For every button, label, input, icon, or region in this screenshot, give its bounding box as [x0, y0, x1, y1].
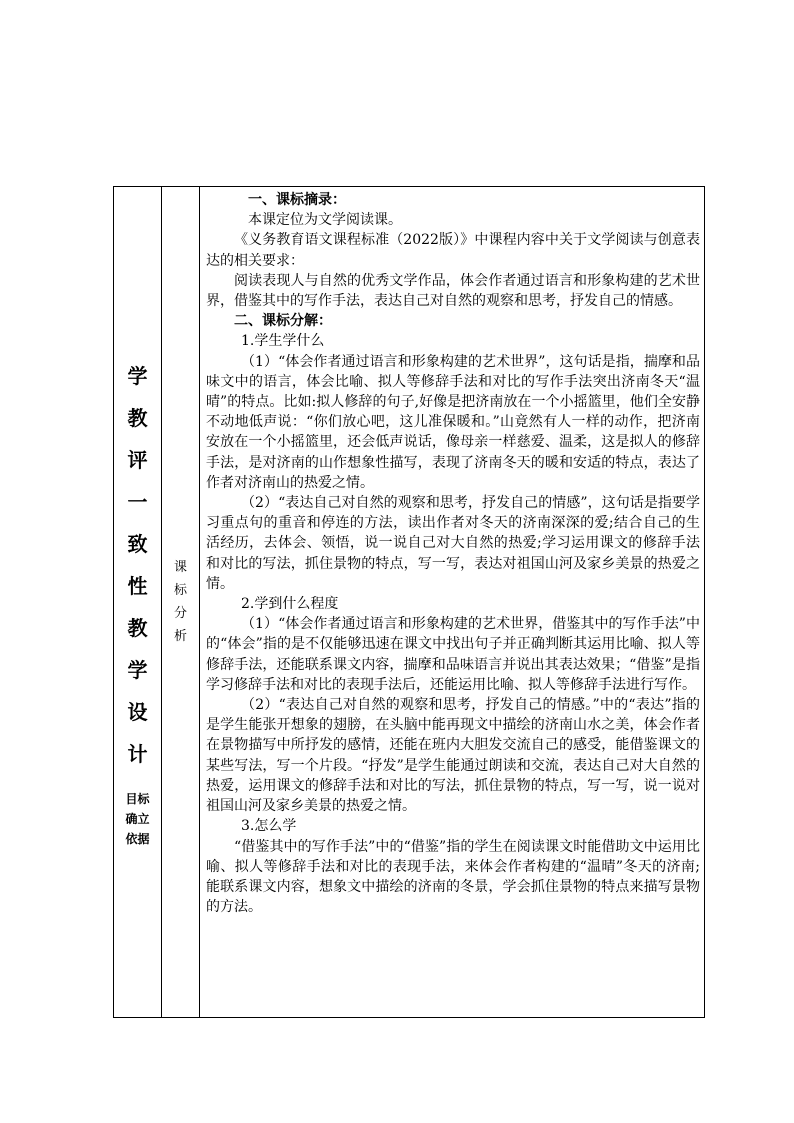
title-char: 评 — [127, 448, 148, 472]
content-cell — [200, 187, 705, 1018]
subtitle-line: 目标 — [125, 792, 150, 806]
paragraph: （2）“表达自己对自然的观察和思考，抒发自己的情感。”中的“表达”指的是学生能张开想象的翅膀，在头脑中能再现文中描绘的济南山水之美，体会作者在景物描写中所抒发的感情，还能在班内大胆发交流自己的感受，能借鉴课文的某些写法，写一个片段。“抒发”是学生能通过朗读和交流，表达自己对大自然的热爱，运用课文的修辞手法和对比的写法，抓住景物的特点，写一写，说一说对祖国山河及家乡美景的热爱之情。 — [206, 697, 700, 815]
title-char: 教 — [127, 406, 148, 430]
title-char: 学 — [127, 658, 148, 682]
title-char: 教 — [127, 616, 148, 640]
title-char: 计 — [127, 742, 148, 766]
paragraph: “借鉴其中的写作手法”中的“借鉴”指的学生在阅读课文时能借助文中运用比喻、拟人等修辞手法和对比的表现手法，来体会作者构建的“温晴”冬天的济南;能联系课文内容，想象文中描绘的济南的冬景，学会抓住景物的特点来描写景物的方法。 — [206, 838, 700, 916]
paragraph: 阅读表现人与自然的优秀文学作品，体会作者通过语言和形象构建的艺术世界，借鉴其中的写作手法，表达自己对自然的观察和思考，抒发自己的情感。 — [206, 272, 700, 310]
section-label-cell — [162, 187, 200, 1018]
section-heading-excerpt: 一、课标摘录： — [248, 192, 346, 208]
lesson-design-table — [113, 186, 705, 1018]
section-heading-breakdown: 二、课标分解： — [234, 313, 332, 330]
title-char: 致 — [127, 532, 148, 556]
vertical-subtitle — [114, 789, 161, 849]
paragraph: 本课定位为文学阅读课。 — [248, 212, 402, 229]
sub-heading: 3.怎么学 — [241, 818, 297, 835]
label-char: 课 — [173, 560, 187, 575]
label-char: 标 — [173, 583, 187, 598]
label-char: 析 — [173, 629, 187, 644]
title-char: 设 — [127, 700, 148, 724]
paragraph: （1）“体会作者通过语言和形象构建的艺术世界”，这句话是指，揣摩和品味文中的语言，体会比喻、拟人等修辞手法和对比的写作手法突出济南冬天“温晴”的特点。比如:拟人修辞的句子,好像是把济南放在一个小摇篮里，他们全安静不动地低声说：“你们放心吧，这儿准保暖和。”山竟然有人一样的动作，把济南安放在一个小摇篮里，还会低声说话，像母亲一样慈爱、温柔，这是拟人的修辞手法，是对济南的山作想象性描写，表现了济南冬天的暖和安适的特点，表达了作者对济南山的热爱之情。 — [206, 353, 700, 491]
subtitle-line: 确立 — [125, 812, 150, 826]
subtitle-line: 依据 — [125, 832, 150, 846]
table-row — [114, 187, 705, 1018]
sub-heading: 1.学生学什么 — [241, 333, 325, 350]
title-char: 一 — [127, 490, 148, 514]
vertical-title — [114, 355, 161, 775]
paragraph: （2）“表达自己对自然的观察和思考，抒发自己的情感”，这句话是指要学习重点句的重音和停连的方法，读出作者对冬天的济南深深的爱;结合自己的生活经历，去体会、领悟，说一说自己对大自然的热爱;学习运用课文的修辞手法和对比的写法，抓住景物的特点，写一写，表达对祖国山河及家乡美景的热爱之情。 — [206, 495, 700, 592]
design-title-cell — [114, 187, 162, 1018]
sub-heading: 2.学到什么程度 — [241, 596, 339, 613]
title-char: 性 — [127, 574, 148, 598]
title-char: 学 — [127, 364, 148, 388]
label-char: 分 — [173, 606, 187, 621]
paragraph: （1）“体会作者通过语言和形象构建的艺术世界，借鉴其中的写作手法”中的“体会”指的是不仅能够迅速在课文中找出句子并正确判断其运用比喻、拟人等修辞手法，还能联系课文内容，揣摩和品味语言并说出其表达效果；“借鉴”是指学习修辞手法和对比的表现手法后，还能运用比喻、拟人等修辞手法进行写作。 — [206, 616, 700, 693]
paragraph: 《义务教育语文课程标准（2022版）》中课程内容中关于文学阅读与创意表达的相关要求： — [206, 232, 700, 269]
